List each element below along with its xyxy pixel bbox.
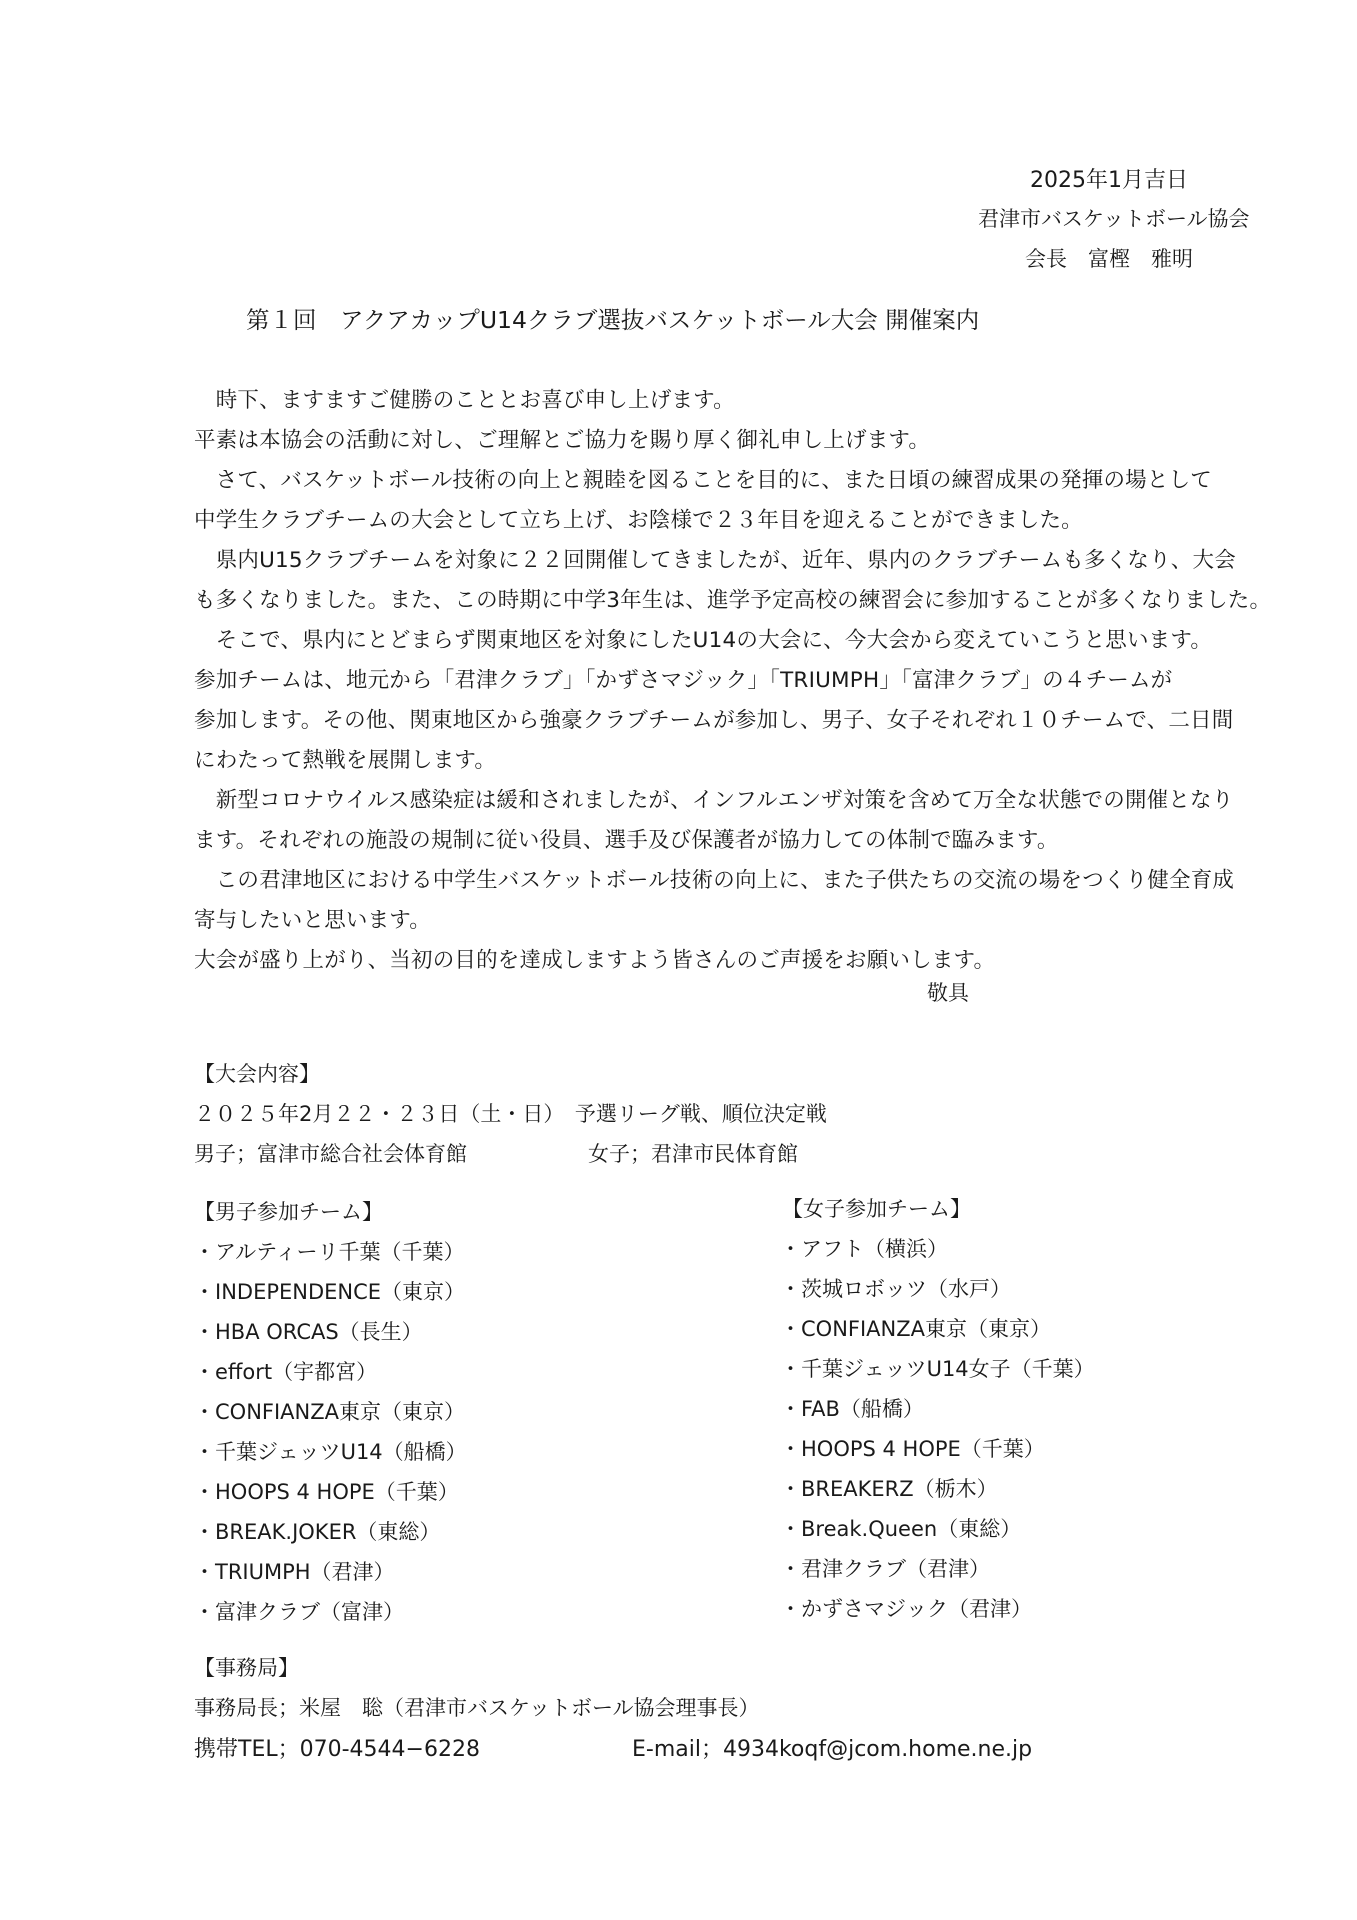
event-heading: 【大会内容】 [194,1062,320,1086]
event-date: ２０２５年2月２２・２３日（土・日） 予選リーグ戦、順位決定戦 [194,1102,827,1126]
body-line: ます。それぞれの施設の規制に従い役員、選手及び保護者が協力しての体制で臨みます。 [194,828,1059,853]
girls-team-item: ・千葉ジェッツU14女子（千葉） [780,1357,1095,1381]
girls-team-item: ・君津クラブ（君津） [780,1557,990,1581]
boys-team-item: ・effort（宇都宮） [194,1360,378,1384]
body-line: 寄与したいと思います。 [194,908,431,933]
body-line: さて、バスケットボール技術の向上と親睦を図ることを目的に、また日頃の練習成果の発揮の場として [194,468,1212,493]
body-line: 参加チームは、地元から「君津クラブ」「かずさマジック」「TRIUMPH」「富津クラブ」の４チームが [194,668,1173,693]
closing-remark: 敬具 [927,981,969,1005]
office-phone: 携帯TEL；070-4544−6228 [194,1737,480,1762]
boys-team-item: ・INDEPENDENCE（東京） [194,1280,466,1304]
office-director: 事務局長；米屋 聡（君津市バスケットボール協会理事長） [194,1696,760,1720]
body-line: 平素は本協会の活動に対し、ご理解とご協力を賜り厚く御礼申し上げます。 [194,428,931,453]
girls-team-item: ・CONFIANZA東京（東京） [780,1317,1051,1341]
body-line: も多くなりました。また、この時期に中学3年生は、進学予定高校の練習会に参加することが多くなりました。 [194,588,1272,613]
boys-team-item: ・HOOPS 4 HOPE（千葉） [194,1480,459,1504]
boys-team-item: ・TRIUMPH（君津） [194,1560,395,1584]
boys-team-item: ・BREAK.JOKER（東総） [194,1520,441,1544]
body-line: 時下、ますますご健勝のこととお喜び申し上げます。 [194,388,735,413]
girls-team-item: ・HOOPS 4 HOPE（千葉） [780,1437,1045,1461]
body-line: 県内U15クラブチームを対象に２２回開催してきましたが、近年、県内のクラブチームも多くなり、大会 [194,548,1236,573]
girls-team-item: ・BREAKERZ（栃木） [780,1477,998,1501]
boys-team-item: ・アルティーリ千葉（千葉） [194,1240,465,1264]
boys-team-item: ・富津クラブ（富津） [194,1600,404,1624]
office-heading: 【事務局】 [194,1656,299,1680]
office-email: E-mail；4934koqf@jcom.home.ne.jp [632,1737,1033,1762]
organization-name: 君津市バスケットボール協会 [978,207,1250,231]
body-line: 大会が盛り上がり、当初の目的を達成しますよう皆さんのご声援をお願いします。 [194,948,996,973]
venue-boys: 男子；富津市総合社会体育館 [194,1142,467,1166]
venue-girls: 女子；君津市民体育館 [588,1142,798,1166]
president-name: 会長 富樫 雅明 [1025,247,1193,271]
girls-team-item: ・FAB（船橋） [780,1397,924,1421]
girls-team-item: ・茨城ロボッツ（水戸） [780,1277,1011,1301]
body-line: にわたって熱戦を展開します。 [194,748,497,773]
body-line: この君津地区における中学生バスケットボール技術の向上に、また子供たちの交流の場をつくり健全育成 [194,868,1235,893]
body-line: そこで、県内にとどまらず関東地区を対象にしたU14の大会に、今大会から変えていこうと思います。 [194,628,1213,653]
boys-team-item: ・HBA ORCAS（長生） [194,1320,423,1344]
body-line: 中学生クラブチームの大会として立ち上げ、お陰様で２３年目を迎えることができました。 [194,508,1083,533]
document-date: 2025年1月吉日 [1030,168,1188,193]
document-title: 第１回 アクアカップU14クラブ選抜バスケットボール大会 開催案内 [246,306,980,334]
girls-teams-heading: 【女子参加チーム】 [782,1197,971,1221]
boys-teams-heading: 【男子参加チーム】 [194,1200,383,1224]
boys-team-item: ・千葉ジェッツU14（船橋） [194,1440,467,1464]
body-line: 新型コロナウイルス感染症は緩和されましたが、インフルエンザ対策を含めて万全な状態での開催となり [194,788,1234,813]
girls-team-item: ・Break.Queen（東総） [780,1517,1022,1541]
girls-team-item: ・かずさマジック（君津） [780,1597,1032,1621]
boys-team-item: ・CONFIANZA東京（東京） [194,1400,465,1424]
body-line: 参加します。その他、関東地区から強豪クラブチームが参加し、男子、女子それぞれ１０チームで、二日間 [194,708,1234,733]
girls-team-item: ・アフト（横浜） [780,1237,948,1261]
